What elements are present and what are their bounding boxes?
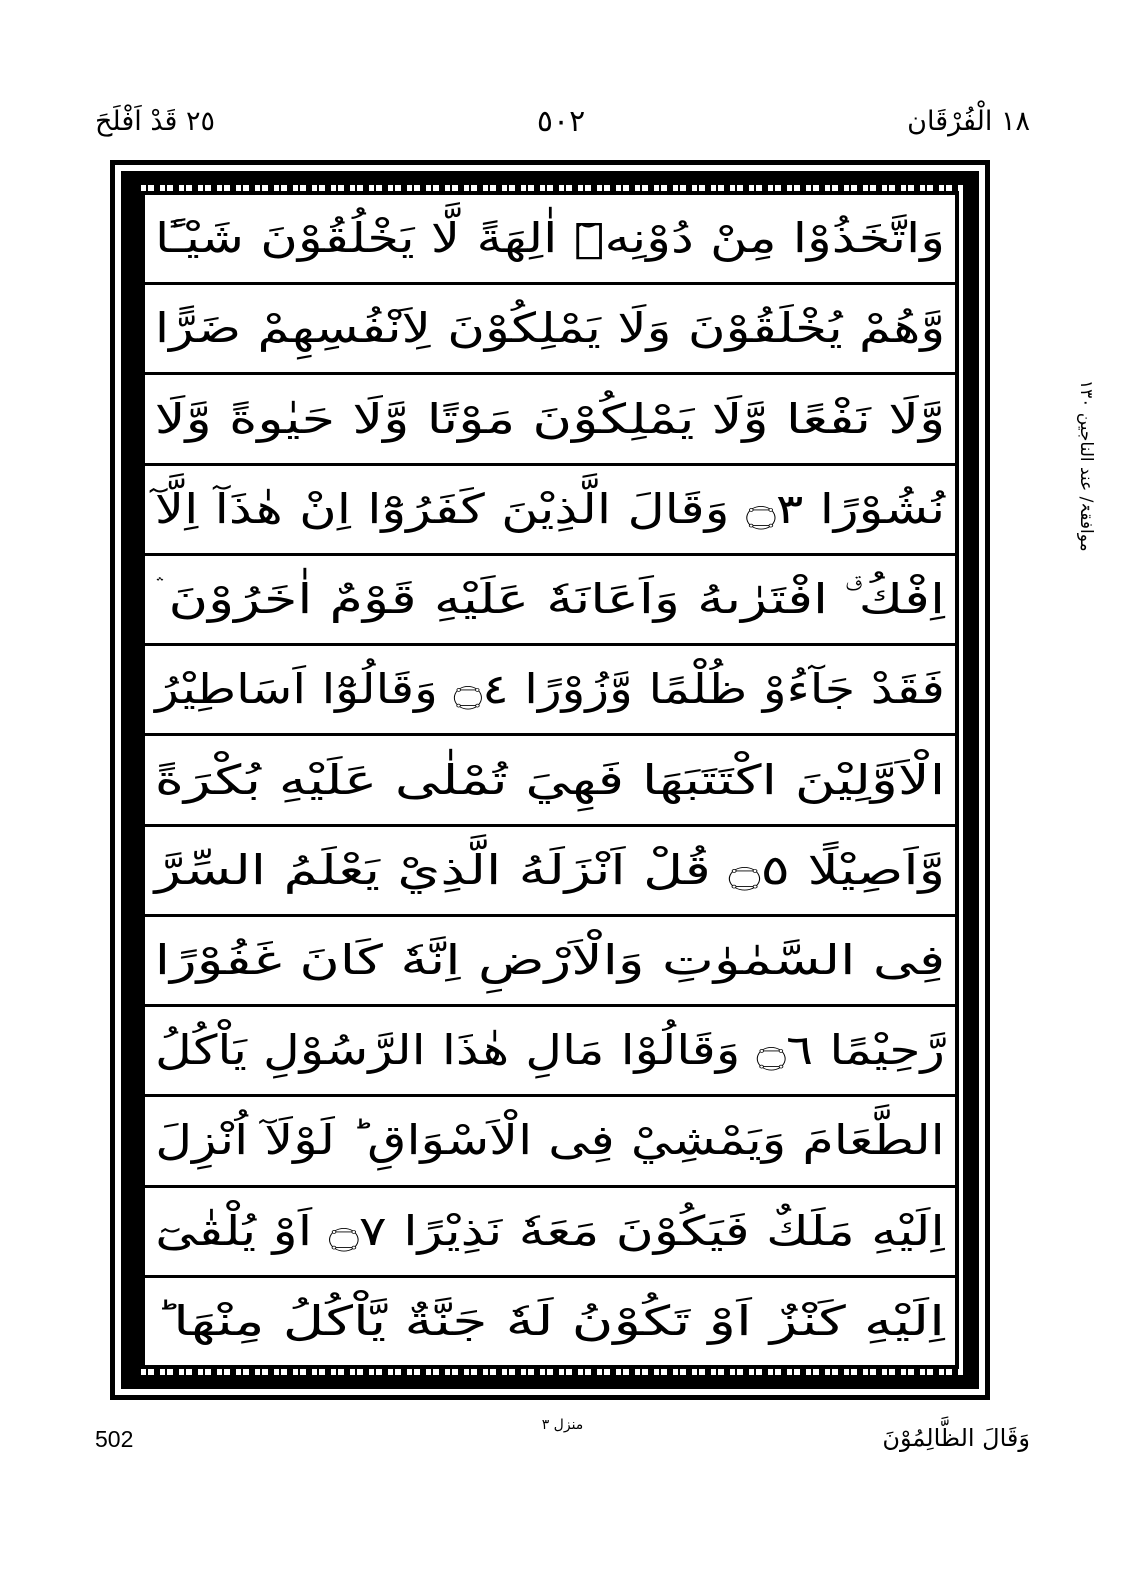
ayah-line — [145, 1188, 955, 1278]
ayah-line-text: فِى السَّمٰوٰتِ وَالْاَرْضِ اِنَّهٗ كَانَ غَفُوْرًا — [154, 935, 946, 984]
header-para-label: ٢٥ — [186, 105, 216, 137]
ayah-line-text: اِفْكُ ࣗ افْتَرٰىهُ وَاَعَانَهٗ عَلَيْهِ قَوْمٌ اٰخَرُوْنَ ۛ — [155, 575, 945, 624]
page-header — [95, 95, 1030, 147]
ayah-line-text: وَاتَّخَذُوْا مِنْ دُوْنِهٖٓ اٰلِهَةً لَّا يَخْلُقُوْنَ شَيْـًٔا — [154, 214, 946, 263]
ayah-line — [145, 1007, 955, 1097]
ayah-line-text: اِلَيْهِ مَلَكٌ فَيَكُوْنَ مَعَهٗ نَذِيْرًا ۝٧ اَوْ يُلْقٰىٓ — [155, 1206, 945, 1255]
header-surah-name — [907, 106, 1030, 137]
footer-manzil-label: منزل ٣ — [541, 1417, 584, 1433]
ayah-line-text: الْاَوَّلِيْنَ اكْتَتَبَهَا فَهِيَ تُمْلٰى عَلَيْهِ بُكْرَةً — [154, 755, 946, 804]
ayah-line-text: وَّلَا نَفْعًا وَّلَا يَمْلِكُوْنَ مَوْتًا وَّلَا حَيٰوةً وَّلَا — [154, 394, 946, 443]
ayah-line — [145, 827, 955, 917]
header-page-number: ٥٠٢ — [536, 103, 586, 139]
ayah-line — [145, 917, 955, 1007]
ayah-line-text: الطَّعَامَ وَيَمْشِيْ فِى الْاَسْوَاقِ ؕ لَوْلَآ اُنْزِلَ — [155, 1116, 945, 1165]
ayah-line — [145, 285, 955, 375]
ayah-line — [145, 195, 955, 285]
ayah-line-text: وَّهُمْ يُخْلَقُوْنَ وَلَا يَمْلِكُوْنَ لِاَنْفُسِهِمْ ضَرًّا — [154, 304, 946, 353]
text-frame-outer — [110, 160, 990, 1400]
ayah-line-text: رَّحِيْمًا ۝٦ وَقَالُوْا مَالِ هٰذَا الرَّسُوْلِ يَاْكُلُ — [155, 1026, 945, 1075]
ayah-lines — [145, 195, 955, 1365]
ayah-line — [145, 466, 955, 556]
ayah-line-text: اِلَيْهِ كَنْزٌ اَوْ تَكُوْنُ لَهٗ جَنَّةٌ يَّاْكُلُ مِنْهَا ؕ — [155, 1296, 945, 1345]
ayah-line — [145, 736, 955, 826]
text-frame-inner — [141, 191, 959, 1369]
ayah-line-text: فَقَدْ جَآءُوْ ظُلْمًا وَّزُوْرًا ۝٤ وَقَالُوْٓا اَسَاطِيْرُ — [155, 665, 945, 714]
header-surah-label: الْفُرْقَان — [907, 105, 993, 137]
header-juz-marker: ١٨ — [1000, 105, 1030, 137]
ayah-line-text: وَّاَصِيْلًا ۝٥ قُلْ اَنْزَلَهُ الَّذِيْ يَعْلَمُ السِّرَّ — [154, 845, 946, 894]
footer-manzil — [542, 1418, 584, 1433]
ayah-line — [145, 1278, 955, 1365]
header-para-title — [95, 106, 215, 137]
margin-note: موافقۃ/ عند الناجين ١٣٠ — [1076, 380, 1096, 552]
ayah-line — [145, 556, 955, 646]
ayah-line — [145, 646, 955, 736]
ayah-line-text: نُشُوْرًا ۝٣ وَقَالَ الَّذِيْنَ كَفَرُوْٓا اِنْ هٰذَآ اِلَّآ — [154, 484, 946, 533]
footer-page-number: 502 — [95, 1426, 134, 1452]
ayah-line — [145, 1097, 955, 1187]
footer-catchword: وَقَالَ الظَّالِمُوْنَ — [882, 1424, 1030, 1452]
page-footer — [95, 1410, 1030, 1470]
ayah-line — [145, 375, 955, 465]
header-para-name: قَدْ اَفْلَحَ — [95, 105, 178, 137]
